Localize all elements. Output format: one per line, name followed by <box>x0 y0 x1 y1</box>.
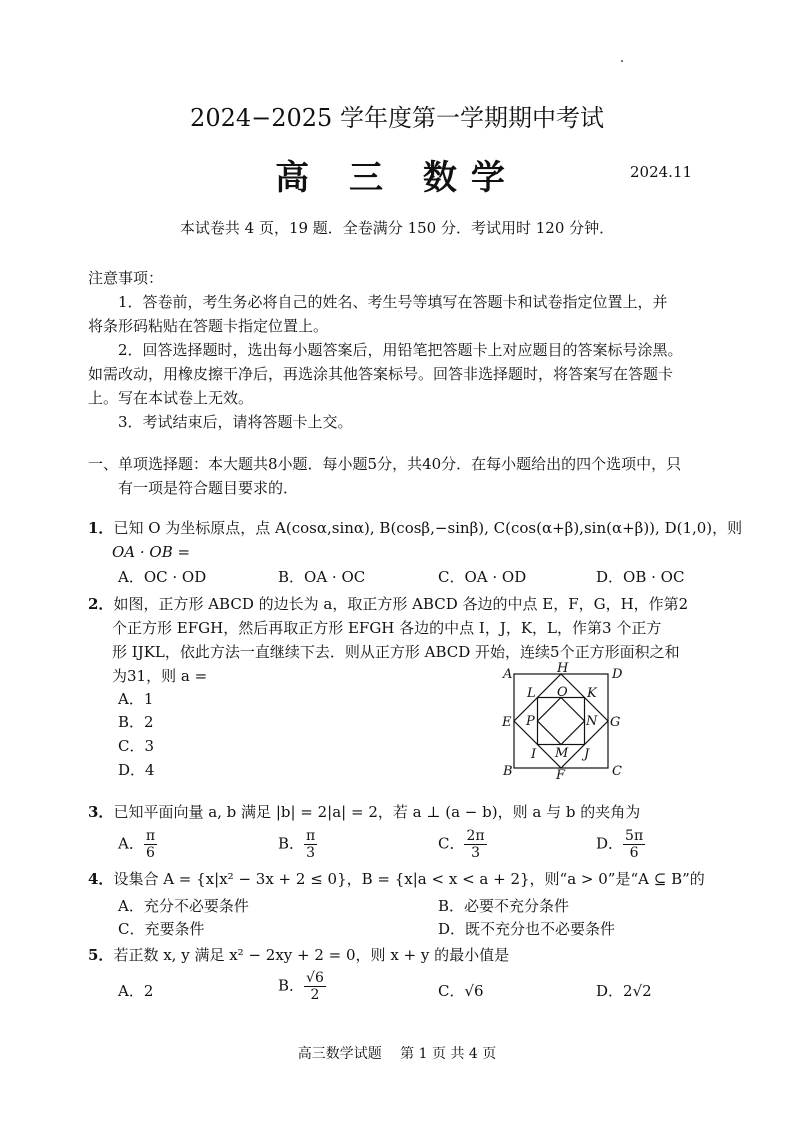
q5-option-a: A．2 <box>118 982 154 1000</box>
q5-option-b-frac <box>304 970 326 1003</box>
label-f: F <box>556 768 566 780</box>
nested-squares-figure <box>496 660 626 780</box>
label-b: B <box>503 764 513 779</box>
note-2-line-1: 2．回答选择题时，选出每小题答案后，用铅笔把答题卡上对应题目的答案标号涂黑。 <box>118 341 683 359</box>
label-d: D <box>612 667 623 682</box>
q1-text <box>88 516 742 540</box>
q3-option-a-frac <box>144 828 157 861</box>
q1-stem: 已知 O 为坐标原点，点 A(cosα,sinα), B(cosβ,−sinβ), C(cos(α+β),sin(α+β)), D(1,0)，则 <box>113 519 743 537</box>
label-n: N <box>586 714 598 729</box>
q4-text <box>88 867 705 891</box>
q3-option-b <box>278 828 317 861</box>
q5-option-b-letter: B． <box>278 976 305 995</box>
q3-option-c-letter: C． <box>438 834 465 853</box>
q5-stem: 若正数 x, y 满足 x² − 2xy + 2 = 0，则 x + y 的最小值是 <box>113 946 510 964</box>
q3-number: 3． <box>88 803 114 821</box>
note-2-line-2: 如需改动，用橡皮擦干净后，再选涂其他答案标号。回答非选择题时，将答案写在答题卡 <box>88 365 674 383</box>
label-g: G <box>610 715 621 730</box>
q3-stem: 已知平面向量 a, b 满足 |b| = 2|a| = 2，若 a ⊥ (a − b)，则 a 与 b 的夹角为 <box>113 803 641 821</box>
q4-number: 4． <box>88 870 114 888</box>
label-a: A <box>503 667 513 682</box>
exam-title: 2024−2025 学年度第一学期期中考试 <box>190 104 604 132</box>
exam-intro: 本试卷共 4 页，19 题．全卷满分 150 分．考试用时 120 分钟． <box>179 219 615 237</box>
q2-number: 2． <box>88 595 114 613</box>
q3-option-d-letter: D． <box>596 834 624 853</box>
q3-option-b-letter: B． <box>278 834 305 853</box>
q1-option-d: D．OB · OC <box>596 568 685 586</box>
q2-line-1 <box>88 592 688 616</box>
q3-option-d-den: 6 <box>629 845 639 861</box>
square-mnop <box>538 698 585 745</box>
q2-option-b: B．2 <box>118 713 154 731</box>
q3-option-c-den: 3 <box>471 845 480 861</box>
note-1-line-2: 将条形码粘贴在答题卡指定位置上。 <box>88 317 329 335</box>
q3-option-a <box>118 828 157 861</box>
q3-option-c <box>438 828 487 861</box>
label-m: M <box>555 746 569 761</box>
q4-option-c: C．充要条件 <box>118 920 205 938</box>
label-l: L <box>527 686 536 701</box>
label-o: O <box>557 685 568 700</box>
q5-number: 5． <box>88 946 114 964</box>
q5-option-c: C．√6 <box>438 982 484 1000</box>
label-e: E <box>502 715 512 730</box>
q3-text <box>88 800 640 824</box>
q2-option-a: A．1 <box>118 690 154 708</box>
note-3: 3．考试结束后，请将答题卡上交。 <box>118 413 353 431</box>
q2-line-3: 形 IJKL，依此方法一直继续下去．则从正方形 ABCD 开始，连续5个正方形面积之和 <box>112 643 680 661</box>
q3-option-d-num: 5π <box>625 828 644 844</box>
q4-stem: 设集合 A = {x|x² − 3x + 2 ≤ 0}，B = {x|a < x < a + 2}，则“a > 0”是“A ⊆ B”的 <box>113 870 705 888</box>
label-p: P <box>526 714 535 729</box>
q1-option-c: C．OA · OD <box>438 568 527 586</box>
label-i: I <box>531 747 537 762</box>
notes-heading: 注意事项： <box>88 269 164 287</box>
label-h: H <box>557 661 569 676</box>
label-k: K <box>587 686 597 701</box>
q2-line-4: 为31，则 a = <box>112 667 208 685</box>
q1-option-b: B．OA · OC <box>278 568 366 586</box>
q1-number: 1． <box>88 519 114 537</box>
exam-subject: 高 三 数学 <box>275 158 519 198</box>
q3-option-b-num: π <box>306 828 316 844</box>
q2-line-2: 个正方形 EFGH，然后再取正方形 EFGH 各边的中点 I，J，K，L，作第3 个正方 <box>112 619 662 637</box>
q3-option-a-letter: A． <box>118 834 144 853</box>
label-c: C <box>612 764 622 779</box>
square-ijkl <box>538 698 585 745</box>
page-footer: 高三数学试题 第 1 页 共 4 页 <box>297 1046 497 1062</box>
q1-stem-2: OA · OB = <box>112 543 191 561</box>
q3-option-c-num: 2π <box>466 828 485 844</box>
q2-stem-1: 如图，正方形 ABCD 的边长为 a，取正方形 ABCD 各边的中点 E，F，G，H，作第2 <box>113 595 689 613</box>
q3-option-a-den: 6 <box>145 845 155 861</box>
q4-option-a: A．充分不必要条件 <box>118 897 249 915</box>
q2-option-c: C．3 <box>118 737 155 755</box>
note-2-line-3: 上。写在本试卷上无效。 <box>88 389 254 407</box>
q3-option-c-frac <box>464 828 486 861</box>
exam-date: 2024.11 <box>630 163 693 181</box>
scan-speck <box>621 60 623 62</box>
note-1-line-1: 1．答卷前，考生务必将自己的姓名、考生号等填写在答题卡和试卷指定位置上，并 <box>118 293 668 311</box>
q3-option-a-num: π <box>145 828 156 844</box>
q5-option-b <box>278 970 326 1003</box>
q3-option-b-frac <box>304 828 317 861</box>
label-j: J <box>584 747 590 762</box>
q5-text <box>88 943 509 967</box>
q5-option-b-den: 2 <box>310 987 320 1003</box>
q5-option-d: D．2√2 <box>596 982 652 1000</box>
q3-option-b-den: 3 <box>306 845 316 861</box>
q3-option-d <box>596 828 645 861</box>
q2-option-d: D．4 <box>118 761 155 779</box>
q3-option-d-frac <box>623 828 645 861</box>
q4-option-d: D．既不充分也不必要条件 <box>438 920 616 938</box>
section-1-line-1: 一、单项选择题：本大题共8小题．每小题5分，共40分．在每小题给出的四个选项中，只 <box>88 455 682 473</box>
q1-option-a: A．OC · OD <box>118 568 207 586</box>
q5-option-b-num: √6 <box>306 970 324 986</box>
section-1-line-2: 有一项是符合题目要求的． <box>118 479 299 497</box>
q4-option-b: B．必要不充分条件 <box>438 897 570 915</box>
